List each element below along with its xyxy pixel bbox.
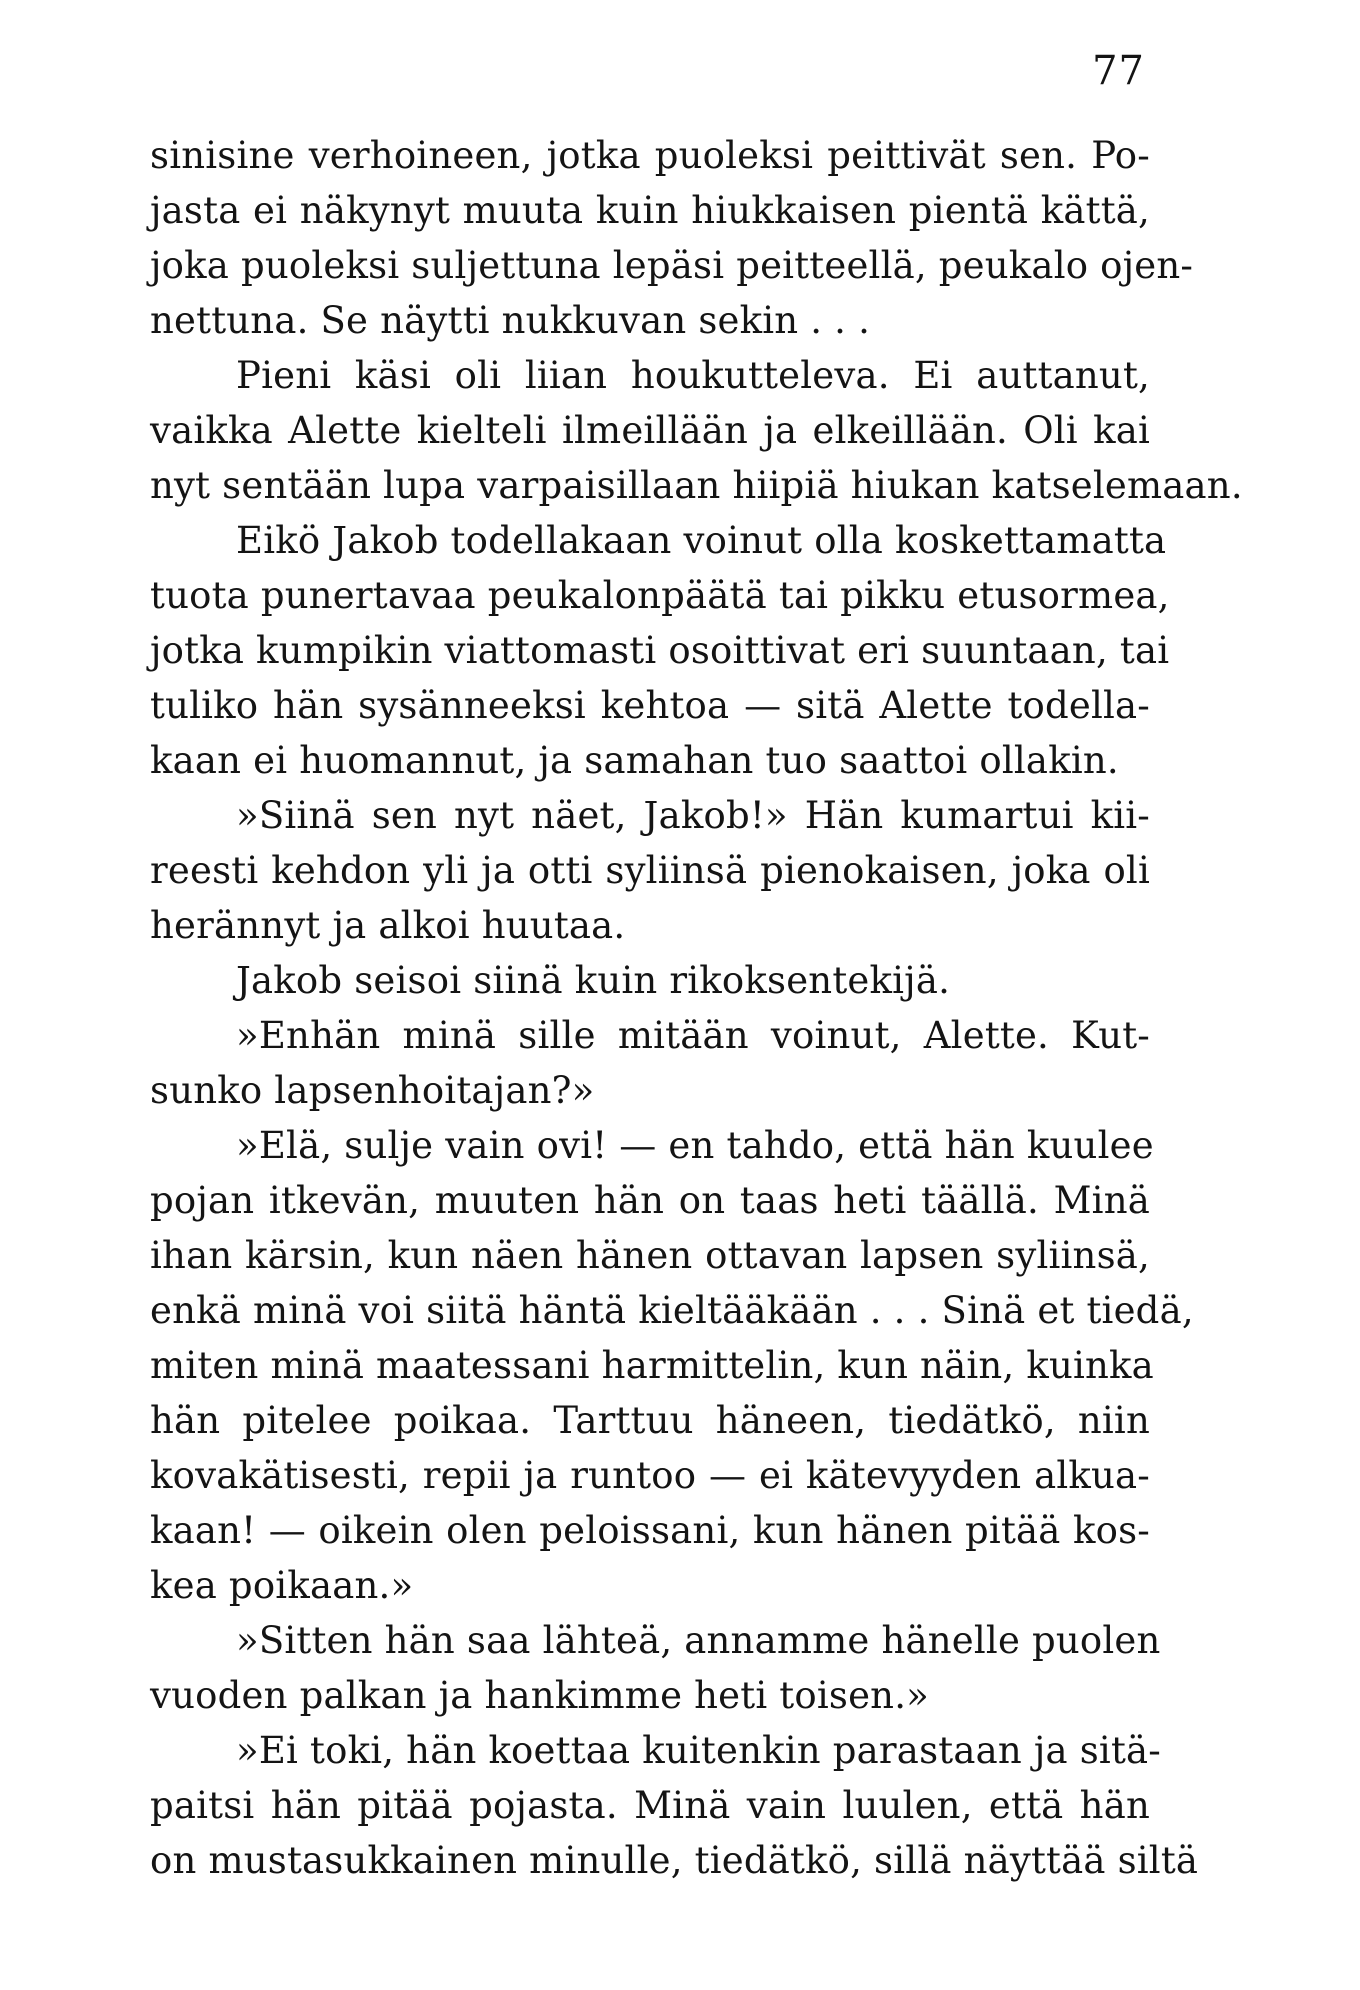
text-line: Jakob seisoi siinä kuin rikoksentekijä. <box>236 959 951 1002</box>
text-line: Pieni käsi oli liian houkutteleva. Ei auttanut, <box>236 354 1150 397</box>
text-line: ihan kärsin, kun näen hänen ottavan lapsen syliinsä, <box>150 1234 1150 1277</box>
text-line: kaan! — oikein olen peloissani, kun hänen pitää kos- <box>150 1509 1150 1552</box>
text-line: jotka kumpikin viattomasti osoittivat eri suuntaan, tai <box>150 629 1170 672</box>
text-line: nyt sentään lupa varpaisillaan hiipiä hiukan katselemaan. <box>150 464 1243 507</box>
page-number: 77 <box>1092 48 1145 94</box>
text-line: kea poikaan.» <box>150 1564 414 1607</box>
text-line: hän pitelee poikaa. Tarttuu häneen, tiedätkö, niin <box>150 1399 1150 1442</box>
text-line: pojan itkevän, muuten hän on taas heti täällä. Minä <box>150 1179 1150 1222</box>
text-line: »Enhän minä sille mitään voinut, Alette. Kut- <box>236 1014 1150 1057</box>
text-line: paitsi hän pitää pojasta. Minä vain luulen, että hän <box>150 1784 1150 1827</box>
text-line: herännyt ja alkoi huutaa. <box>150 904 626 947</box>
text-line: on mustasukkainen minulle, tiedätkö, sillä näyttää siltä <box>150 1839 1199 1882</box>
body-text <box>150 128 1243 1888</box>
text-line: Eikö Jakob todellakaan voinut olla koskettamatta <box>236 519 1167 562</box>
text-line: tuota punertavaa peukalonpäätä tai pikku etusormea, <box>150 574 1170 617</box>
text-line: enkä minä voi siitä häntä kieltääkään . . . Sinä et tiedä, <box>150 1289 1194 1332</box>
text-line: sunko lapsenhoitajan?» <box>150 1069 595 1112</box>
text-line: »Siinä sen nyt näet, Jakob!» Hän kumartui kii- <box>236 794 1150 837</box>
text-line: sinisine verhoineen, jotka puoleksi peittivät sen. Po- <box>150 134 1150 177</box>
text-line: reesti kehdon yli ja otti syliinsä pienokaisen, joka oli <box>150 849 1150 892</box>
text-line: »Sitten hän saa lähteä, annamme hänelle puolen <box>236 1619 1161 1662</box>
text-line: kaan ei huomannut, ja samahan tuo saattoi ollakin. <box>150 739 1119 782</box>
text-line: kovakätisesti, repii ja runtoo — ei kätevyyden alkua- <box>150 1454 1150 1497</box>
text-line: jasta ei näkynyt muuta kuin hiukkaisen pientä kättä, <box>150 189 1150 232</box>
text-line: tuliko hän sysänneeksi kehtoa — sitä Alette todella- <box>150 684 1150 727</box>
text-line: »Elä, sulje vain ovi! — en tahdo, että hän kuulee <box>236 1124 1154 1167</box>
text-line: vaikka Alette kielteli ilmeillään ja elkeillään. Oli kai <box>150 409 1150 452</box>
text-line: nettuna. Se näytti nukkuvan sekin . . . <box>150 299 871 342</box>
text-line: »Ei toki, hän koettaa kuitenkin parastaan ja sitä- <box>236 1729 1161 1772</box>
text-line: joka puoleksi suljettuna lepäsi peitteellä, peukalo ojen- <box>150 244 1194 287</box>
text-line: miten minä maatessani harmittelin, kun näin, kuinka <box>150 1344 1154 1387</box>
text-line: vuoden palkan ja hankimme heti toisen.» <box>150 1674 930 1717</box>
